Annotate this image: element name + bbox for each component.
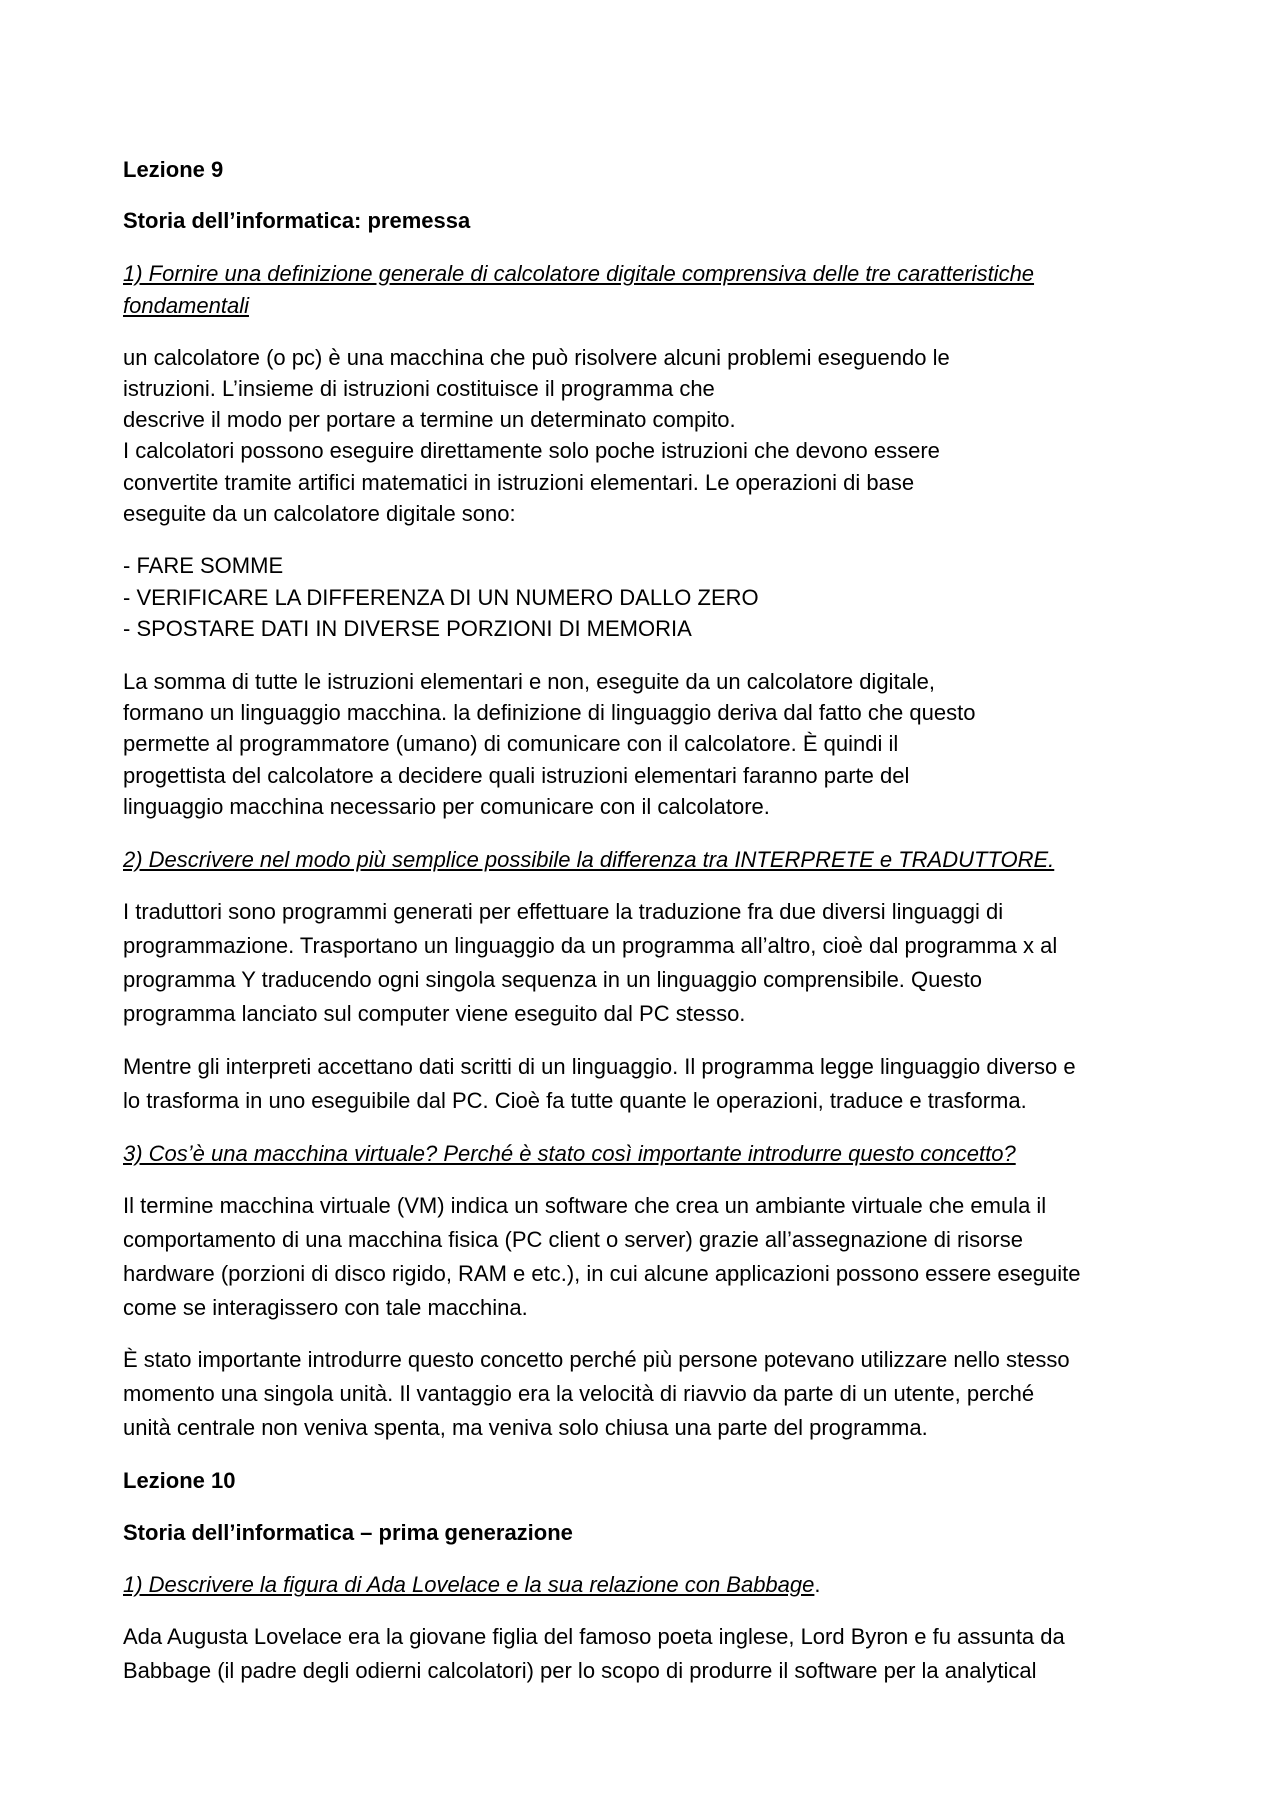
answer-2-para-1-line-3: programma Y traducendo ogni singola sequenza in un linguaggio comprensibile. Questo xyxy=(123,967,982,992)
answer-3-para-2-line-2: momento una singola unità. Il vantaggio era la velocità di riavvio da parte di un utente, perché xyxy=(123,1381,1035,1406)
answer-1-line-5: convertite tramite artifici matematici in istruzioni elementari. Le operazioni di base xyxy=(123,470,915,495)
answer-2-para-2-line-2: lo trasforma in uno eseguibile dal PC. Cioè fa tutte quante le operazioni, traduce e trasforma. xyxy=(123,1088,1027,1113)
answer-2-para-1-line-2: programmazione. Trasportano un linguaggio da un programma all’altro, cioè dal programma x al xyxy=(123,933,1058,958)
answer-3-para-2-line-3: unità centrale non veniva spenta, ma veniva solo chiusa una parte del programma. xyxy=(123,1415,928,1440)
lesson-10-answer-line-2: Babbage (il padre degli odierni calcolatori) per lo scopo di produrre il software per la analytical xyxy=(123,1658,1037,1683)
answer-3-para-2-line-1: È stato importante introdurre questo concetto perché più persone potevano utilizzare nello stesso xyxy=(123,1347,1070,1372)
answer-2-para-1-line-1: I traduttori sono programmi generati per effettuare la traduzione fra due diversi linguaggi di xyxy=(123,899,1004,924)
lesson-10-title: Lezione 10 xyxy=(123,1468,236,1493)
lesson-10-question-1-tail: . xyxy=(814,1572,821,1597)
lesson-9-title: Lezione 9 xyxy=(123,157,224,182)
question-3: 3) Cos’è una macchina virtuale? Perché è stato così importante introdurre questo concetto? xyxy=(123,1141,1016,1166)
lesson-10-question-1 xyxy=(123,1571,821,1599)
answer-3-para-1-line-3: hardware (porzioni di disco rigido, RAM e etc.), in cui alcune applicazioni possono essere eseguite xyxy=(123,1261,1081,1286)
answer-2-para-2-line-1: Mentre gli interpreti accettano dati scritti di un linguaggio. Il programma legge linguaggio diverso e xyxy=(123,1054,1076,1079)
answer-3-para-1-line-4: come se interagissero con tale macchina. xyxy=(123,1295,528,1320)
lesson-10-question-1-text: 1) Descrivere la figura di Ada Lovelace e la sua relazione con Babbage xyxy=(123,1572,815,1597)
after-list-line-2: formano un linguaggio macchina. la definizione di linguaggio deriva dal fatto che questo xyxy=(123,700,976,725)
question-1-line-1: 1) Fornire una definizione generale di calcolatore digitale comprensiva delle tre caratteristiche xyxy=(123,261,1035,286)
list-item-2: - VERIFICARE LA DIFFERENZA DI UN NUMERO DALLO ZERO xyxy=(123,585,759,610)
answer-1-line-3: descrive il modo per portare a termine un determinato compito. xyxy=(123,407,736,432)
answer-1-line-6: eseguite da un calcolatore digitale sono: xyxy=(123,501,516,526)
answer-2-para-1-line-4: programma lanciato sul computer viene eseguito dal PC stesso. xyxy=(123,1001,746,1026)
after-list-line-4: progettista del calcolatore a decidere quali istruzioni elementari faranno parte del xyxy=(123,763,910,788)
after-list-line-1: La somma di tutte le istruzioni elementari e non, eseguite da un calcolatore digitale, xyxy=(123,669,936,694)
lesson-10-subtitle: Storia dell’informatica – prima generazione xyxy=(123,1520,573,1545)
list-item-1: - FARE SOMME xyxy=(123,553,284,578)
question-1-line-2: fondamentali xyxy=(123,293,249,318)
after-list-line-3: permette al programmatore (umano) di comunicare con il calcolatore. È quindi il xyxy=(123,731,899,756)
after-list-line-5: linguaggio macchina necessario per comunicare con il calcolatore. xyxy=(123,794,770,819)
answer-1-line-2: istruzioni. L’insieme di istruzioni costituisce il programma che xyxy=(123,376,715,401)
question-2: 2) Descrivere nel modo più semplice possibile la differenza tra INTERPRETE e TRADUTTORE. xyxy=(123,847,1055,872)
lesson-9-subtitle: Storia dell’informatica: premessa xyxy=(123,208,471,233)
list-item-3: - SPOSTARE DATI IN DIVERSE PORZIONI DI MEMORIA xyxy=(123,616,692,641)
answer-3-para-1-line-1: Il termine macchina virtuale (VM) indica un software che crea un ambiante virtuale che emula il xyxy=(123,1193,1047,1218)
answer-1-line-1: un calcolatore (o pc) è una macchina che può risolvere alcuni problemi eseguendo le xyxy=(123,345,950,370)
lesson-10-answer-line-1: Ada Augusta Lovelace era la giovane figlia del famoso poeta inglese, Lord Byron e fu assunta da xyxy=(123,1624,1065,1649)
answer-1-line-4: I calcolatori possono eseguire direttamente solo poche istruzioni che devono essere xyxy=(123,438,940,463)
answer-3-para-1-line-2: comportamento di una macchina fisica (PC client o server) grazie all’assegnazione di risorse xyxy=(123,1227,1023,1252)
